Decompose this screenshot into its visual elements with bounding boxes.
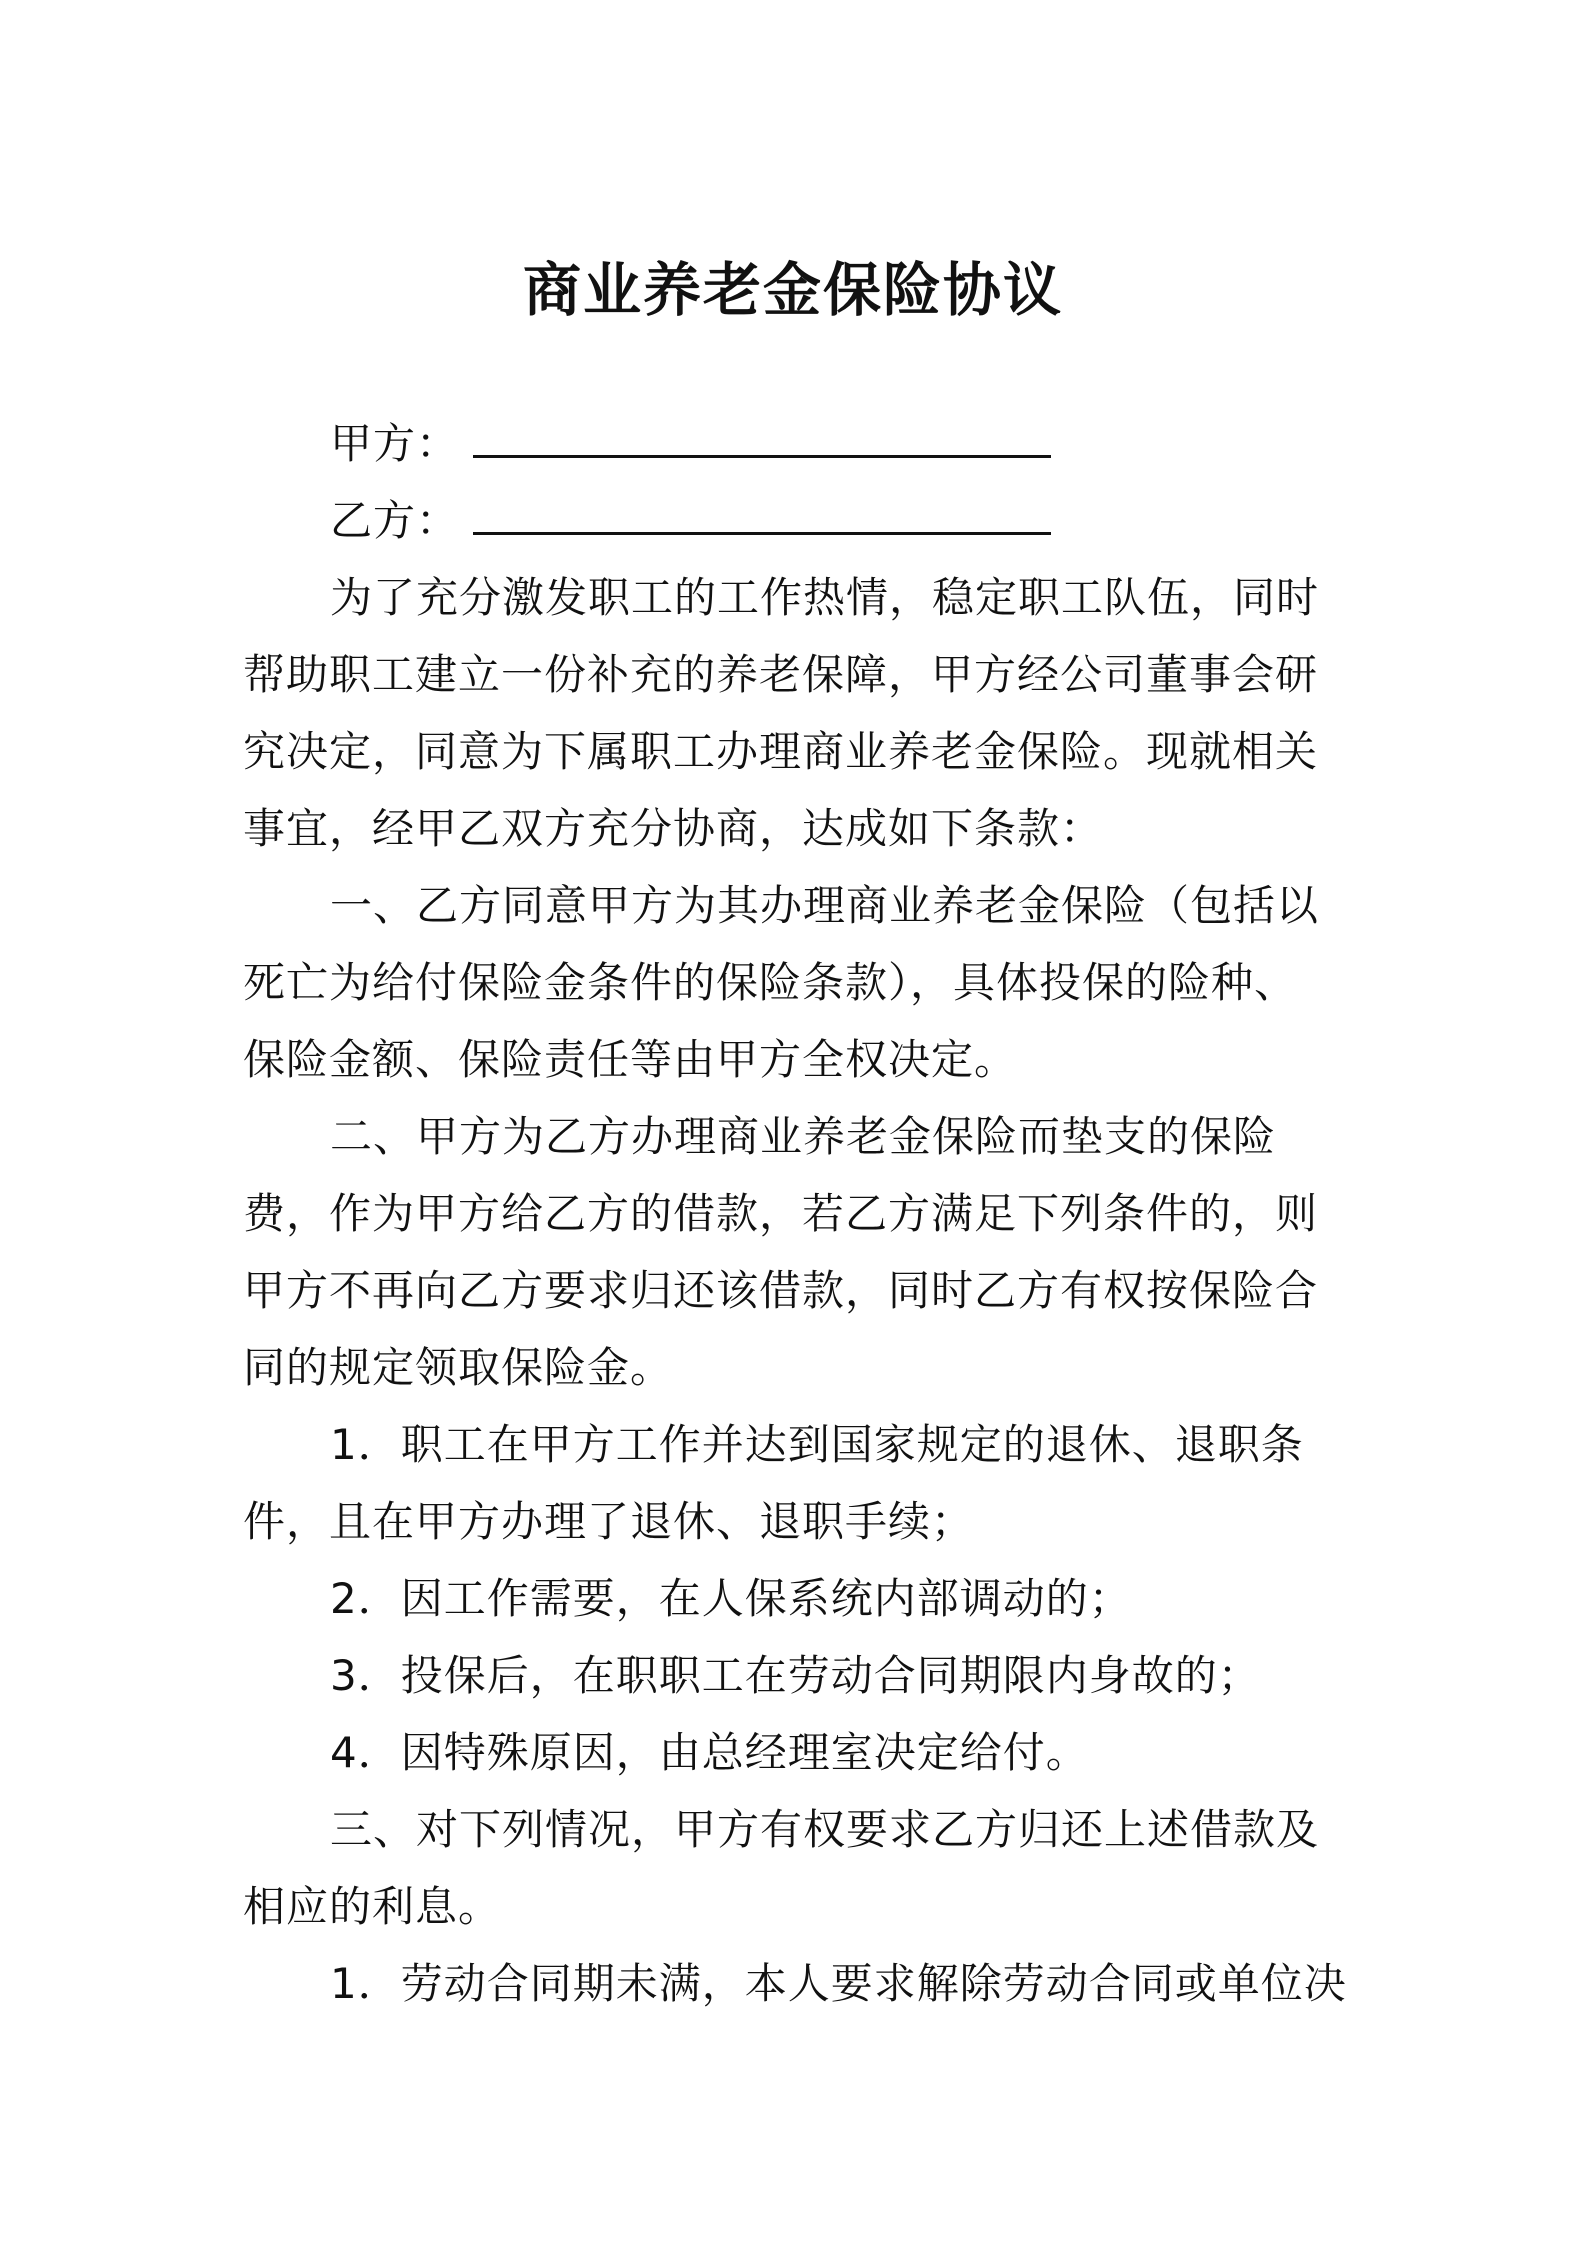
party-b-label: 乙方：	[330, 496, 460, 545]
body-line: 三、对下列情况，甲方有权要求乙方归还上述借款及	[330, 1805, 1320, 1854]
body-line: 死亡为给付保险金条件的保险条款），具体投保的险种、	[243, 958, 1298, 1007]
party-b-line	[330, 495, 1430, 547]
body-line: 保险金额、保险责任等由甲方全权决定。	[243, 1035, 1018, 1084]
document-title: 商业养老金保险协议	[522, 256, 1063, 324]
body-line: 4．因特殊原因，由总经理室决定给付。	[330, 1728, 1089, 1777]
body-line: 费，作为甲方给乙方的借款，若乙方满足下列条件的，则	[243, 1189, 1319, 1238]
party-b-blank	[473, 528, 1051, 535]
body-line: 3．投保后，在职职工在劳动合同期限内身故的；	[330, 1651, 1261, 1700]
body-line: 为了充分激发职工的工作热情，稳定职工队伍，同时	[330, 573, 1320, 622]
body-line: 甲方不再向乙方要求归还该借款，同时乙方有权按保险合	[243, 1266, 1319, 1315]
body-line: 1．劳动合同期未满，本人要求解除劳动合同或单位决	[330, 1959, 1347, 2008]
party-a-label: 甲方：	[330, 419, 460, 468]
party-a-blank	[473, 451, 1051, 458]
body-line: 2．因工作需要，在人保系统内部调动的；	[330, 1574, 1132, 1623]
body-line: 件，且在甲方办理了退休、退职手续；	[243, 1497, 975, 1546]
body-line: 同的规定领取保险金。	[243, 1343, 674, 1392]
body-line: 一、乙方同意甲方为其办理商业养老金保险（包括以	[330, 881, 1320, 930]
body-line: 相应的利息。	[243, 1882, 502, 1931]
party-a-line	[330, 418, 1430, 470]
body-line: 1．职工在甲方工作并达到国家规定的退休、退职条	[330, 1420, 1304, 1469]
body-line: 帮助职工建立一份补充的养老保障，甲方经公司董事会研	[243, 650, 1319, 699]
body-line: 究决定，同意为下属职工办理商业养老金保险。现就相关	[243, 727, 1319, 776]
body-line: 二、甲方为乙方办理商业养老金保险而垫支的保险	[330, 1112, 1277, 1161]
body-line: 事宜，经甲乙双方充分协商，达成如下条款：	[243, 804, 1104, 853]
